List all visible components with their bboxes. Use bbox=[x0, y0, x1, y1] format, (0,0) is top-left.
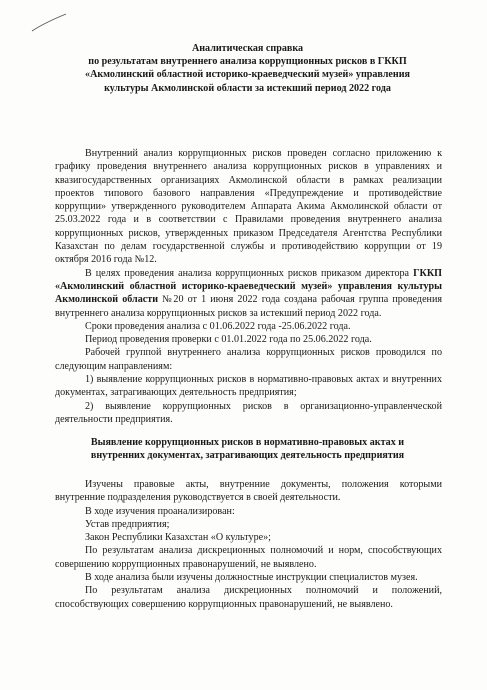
paragraph-text: В целях проведения анализа коррупционных рисков приказом директора bbox=[85, 267, 410, 279]
paragraph: Закон Республики Казахстан «О культуре»; bbox=[85, 532, 271, 544]
paragraph: Внутренний анализ коррупционных рисков проведен согласно приложению к графику проведения внутреннего анализа коррупционных рисков в управлениях и квазигосударственных организациях Акмолинской области в рамках реализации проектов типового базового направления «Предупреждение и противодействие коррупции» утвержденного руководителем Аппарата Акима Акмолинской области от 25.03.2022 года и в соответствии с Правилами проведения внутреннего анализа коррупционных рисков, утвержденных приказом Председателя Агентства Республики Казахстан по делам государственной службы и противодействию коррупции от 19 октября 2016 года №12. bbox=[55, 148, 442, 266]
heading-line: внутренних документах, затрагивающих деятельность предприятия bbox=[90, 450, 405, 462]
title-line: Аналитическая справка bbox=[191, 43, 304, 54]
heading-line: Выявление коррупционных рисков в нормативно-правовых актах и bbox=[90, 437, 405, 448]
document-title bbox=[60, 42, 435, 95]
paragraph: Рабочей группой внутреннего анализа коррупционных рисков проводился по следующим направлениям: bbox=[55, 347, 442, 372]
paragraph bbox=[55, 267, 442, 320]
paragraph: Устав предприятия; bbox=[85, 518, 170, 530]
pen-mark-icon bbox=[30, 12, 70, 34]
paragraph: 1) выявление коррупционных рисков в нормативно-правовых актах и внутренних документах, затрагивающих деятельность предприятия; bbox=[55, 374, 442, 399]
paragraph: Период проведения проверки с 01.01.2022 года по 25.06.2022 года. bbox=[85, 334, 372, 346]
paragraph: По результатам анализа дискреционных полномочий и норм, способствующих совершению коррупционных правонарушений, не выявлено. bbox=[55, 545, 442, 570]
paragraph: В ходе анализа были изучены должностные инструкции специалистов музея. bbox=[85, 572, 418, 584]
section-legal-acts bbox=[55, 478, 442, 611]
paragraph: По результатам анализа дискреционных полномочий и положений, способствующих совершению коррупционных правонарушений, не выявлено. bbox=[55, 585, 442, 610]
paragraph: Сроки проведения анализа с 01.06.2022 года -25.06.2022 года. bbox=[85, 320, 351, 332]
section-heading bbox=[60, 436, 435, 463]
organization-name: ГККП «Акмолинский областной историко-краеведческий музей» управления культуры Акмолинской области bbox=[55, 267, 442, 306]
paragraph-text: №20 от 1 июня 2022 года создана рабочая группа проведения внутреннего анализа коррупционных рисков за истекший период 2022 года. bbox=[55, 294, 442, 319]
title-line: по результатам внутреннего анализа коррупционных рисков в ГККП bbox=[88, 56, 407, 68]
paragraph: Изучены правовые акты, внутренние документы, положения которыми внутренние подразделения руководствуется в своей деятельности. bbox=[55, 479, 442, 504]
paragraph: 2) выявление коррупционных рисков в организационно-управленческой деятельности предприятия. bbox=[55, 400, 442, 425]
section-intro bbox=[55, 147, 442, 426]
title-line: культуры Акмолинской области за истекший период 2022 года bbox=[104, 82, 391, 94]
paragraph: В ходе изучения проанализирован: bbox=[85, 505, 235, 517]
title-line: «Акмолинский областной историко-краеведческий музей» управления bbox=[85, 69, 410, 81]
